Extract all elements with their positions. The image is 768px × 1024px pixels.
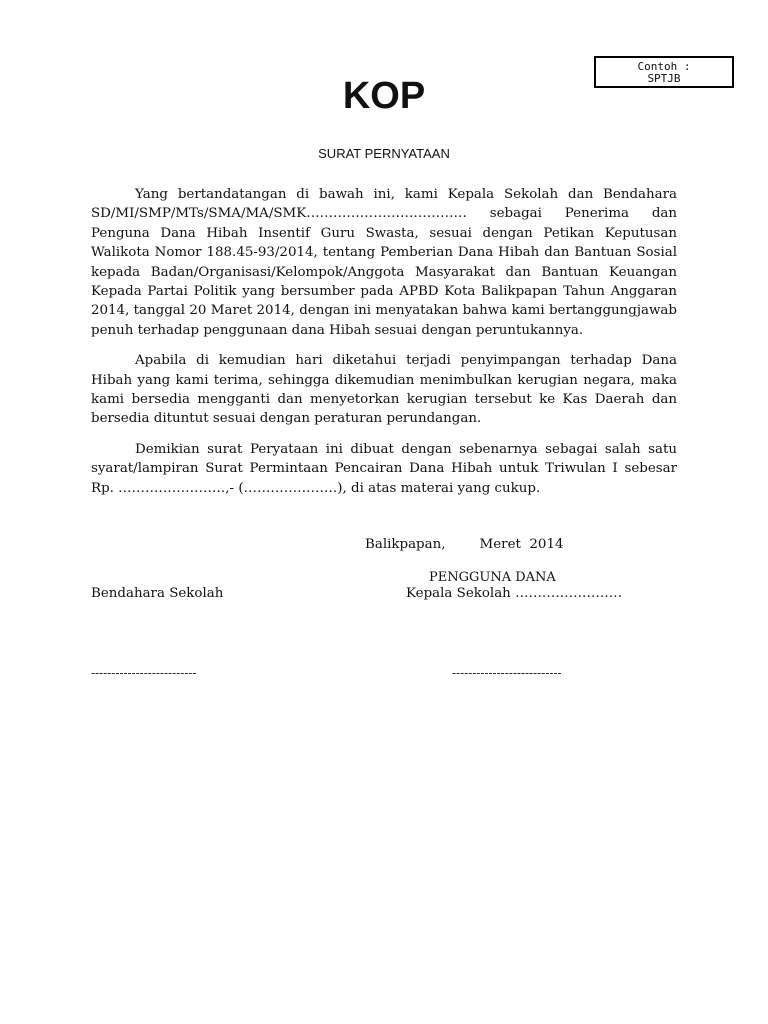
treasurer-title: Bendahara Sekolah [91, 586, 224, 601]
document-title: SURAT PERNYATAAN [318, 146, 450, 161]
body-paragraph-2: Apabila di kemudian hari diketahui terjadi penyimpangan terhadap Dana Hibah yang kami terima, sehingga dikemudian menimbulkan kerugian negara, maka kami bersedia mengganti dan menyetorkan kerugian tersebut ke Kas Daerah dan bersedia dituntut sesuai dengan peraturan perundangan. [91, 353, 677, 427]
sample-label: Contoh : [637, 60, 691, 73]
sample-code: SPTJB [647, 72, 681, 85]
principal-signature-line: --------------------------- [452, 666, 562, 680]
body-paragraph-3: Demikian surat Peryataan ini dibuat dengan sebenarnya sebagai salah satu syarat/lampiran Surat Permintaan Pencairan Dana Hibah untuk Triwulan I sebesar Rp. ……………………,- (…………………), di atas materai yang cukup. [91, 441, 677, 496]
statement-body [91, 185, 677, 509]
letterhead-placeholder: KOP [342, 75, 426, 117]
fund-user-role: PENGGUNA DANA [429, 570, 556, 585]
body-paragraph-1: Yang bertandatangan di bawah ini, kami Kepala Sekolah dan Bendahara SD/MI/SMP/MTs/SMA/MA/SMK……………………………… sebagai Penerima dan Penguna Dana Hibah Insentif Guru Swasta, sesuai dengan Petikan Keputusan Walikota Nomor 188.45-93/2014, tentang Pemberian Dana Hibah dan Bantuan Sosial kepada Badan/Organisasi/Kelompok/Anggota Masyarakat dan Bantuan Keuangan Kepada Partai Politik yang bersumber pada APBD Kota Balikpapan Tahun Anggaran 2014, tanggal 20 Maret 2014, dengan ini menyatakan bahwa kami bertanggungjawab penuh terhadap penggunaan dana Hibah sesuai dengan peruntukannya. [91, 187, 677, 338]
treasurer-signature-line: -------------------------- [91, 666, 197, 680]
principal-title: Kepala Sekolah …………………… [406, 586, 623, 601]
place-and-date: Balikpapan, Meret 2014 [365, 537, 564, 552]
